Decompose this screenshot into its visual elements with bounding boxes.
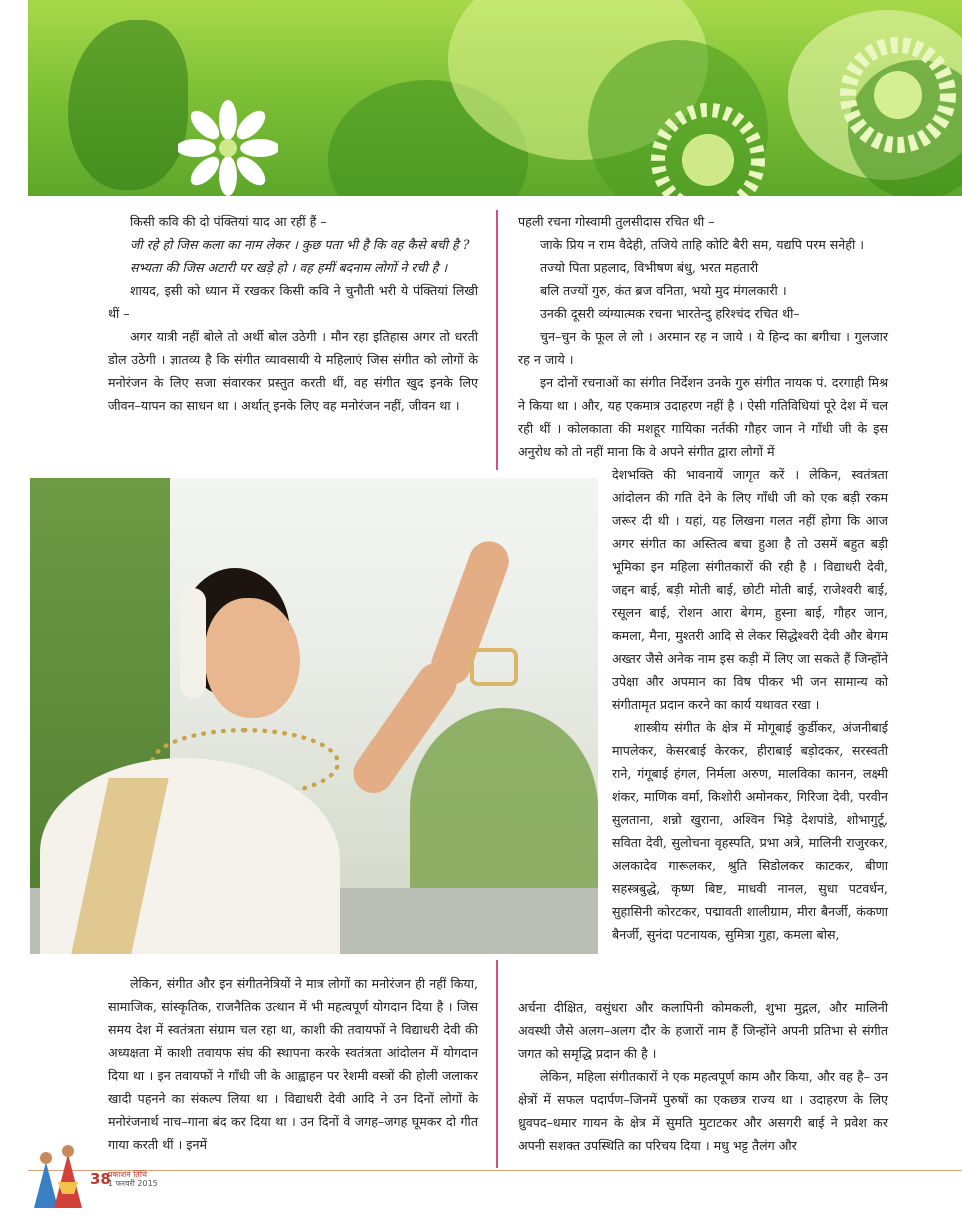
footer-rule	[28, 1170, 962, 1171]
dancer-photo	[30, 478, 598, 954]
right-column-top	[518, 210, 888, 463]
column-divider	[496, 210, 498, 470]
verse-line: बलि तज्यों गुरु, कंत ब्रज वनिता, भयो मुद मंगलकारी ।	[540, 283, 787, 298]
paragraph: शायद, इसी को ध्यान में रखकर किसी कवि ने चुनौती भरी ये पंक्तियां लिखी थीं –	[108, 283, 478, 321]
left-column-bottom	[108, 972, 478, 1156]
column-divider	[496, 960, 498, 1168]
white-flower-icon	[178, 100, 278, 196]
pale-sun-flower-icon	[648, 90, 768, 196]
magazine-name: प्रकाशन तिथि	[108, 1170, 148, 1179]
verse-line: जाके प्रिय न राम वैदेही, तजिये ताहि कोटि बैरी सम, यद्यपि परम सनेही ।	[540, 237, 865, 252]
paragraph: चुन–चुन के फूल ले लो । अरमान रह न जाये । ये हिन्द का बगीचा । गुलजार रह न जाये ।	[518, 329, 888, 367]
folk-women-logo-icon	[28, 1142, 88, 1208]
page-number: 38	[90, 1170, 111, 1188]
right-column-middle	[612, 463, 888, 946]
issue-date: 1 फरवरी 2015	[108, 1179, 158, 1188]
header-banner	[28, 0, 962, 196]
paragraph: लेकिन, संगीत और इन संगीतनेत्रियों ने मात्र लोगों का मनोरंजन ही नहीं किया, सामाजिक, सांस्कृतिक, राजनैतिक उत्थान में भी महत्वपूर्ण योगदान दिया है । जिस समय देश में स्वतंत्रता संग्राम चल रहा था, काशी की तवायफों ने विद्याधरी देवी की अध्यक्षता में काशी तवायफ संघ की स्थापना करके स्वतंत्रता आंदोलन में योगदान दिया था । इन तवायफों ने गाँधी जी के आह्वाहन पर रेशमी वस्त्रों की होली जलाकर खादी पहनने का संकल्प लिया था । विद्याधरी देवी आदि ने उन दिनों लोगों के मनोरंजनार्थ नाच–गाना बंद कर दिया था । उन दिनों वे जगह–जगह घूमकर दो गीत गाया करती थीं । इनमें	[108, 976, 478, 1152]
paragraph: किसी कवि की दो पंक्तियां याद आ रहीं हैं –	[130, 214, 327, 229]
verse-line: जी रहे हो जिस कला का नाम लेकर । कुछ पता भी है कि वह कैसे बची है ?	[130, 237, 470, 252]
magazine-label	[108, 1170, 158, 1188]
pale-sun-flower-icon	[838, 30, 958, 160]
paragraph: अर्चना दीक्षित, वसुंधरा और कलापिनी कोमकली, शुभा मुद्गल, और मालिनी अवस्थी जैसे अलग–अलग दौर के हजारों नाम हैं जिन्होंने अपनी प्रतिभा से संगीत जगत को समृद्धि प्रदान की है ।	[518, 1000, 888, 1061]
paragraph: देशभक्ति की भावनायें जागृत करें । लेकिन, स्वतंत्रता आंदोलन की गति देने के लिए गाँधी जी को एक बड़ी रकम जरूर दी थी । यहां, यह लिखना गलत नहीं होगा कि आज अगर संगीत का अस्तित्व बचा हुआ है तो उसमें बहुत बड़ी भूमिका इन महिला संगीतकारों की रही है । विद्याधरी देवी, जद्दन बाई, बड़ी मोती बाई, छोटी मोती बाई, राजेश्वरी बाई, रसूलन बाई, रोशन आरा बेगम, हुस्ना बाई, गौहर जान, कमला, मैना, मुश्तरी आदि से लेकर सिद्धेश्वरी देवी और बेगम अख्तर जैसे अनेक नाम इस कड़ी में लिए जा सकते हैं जिन्होंने उपेक्षा और अपमान का विष पीकर भी जन सामान्य को संगीतामृत प्रदान करने का कार्य यथावत रखा ।	[612, 467, 888, 712]
left-column-top	[108, 210, 478, 417]
paragraph: पहली रचना गोस्वामी तुलसीदास रचित थी –	[518, 214, 715, 229]
paragraph: इन दोनों रचनाओं का संगीत निर्देशन उनके गुरु संगीत नायक पं. दरगाही मिश्र ने किया था । और, यह एकमात्र उदाहरण नहीं है । ऐसी गतिविधियां पूरे देश में चल रही थीं । कोलकाता की मशहूर गायिका नर्तकी गौहर जान ने गाँधी जी के इस अनुरोध को तो नहीं माना कि वे अपने संगीत द्वारा लोगों में	[518, 375, 888, 459]
paragraph: लेकिन, महिला संगीतकारों ने एक महत्वपूर्ण काम और किया, और वह है– उन क्षेत्रों में सफल पदार्पण–जिनमें पुरुषों का एकछत्र राज्य था । उदाहरण के लिए ध्रुवपद–धमार गायन के क्षेत्र में सुमति मुटाटकर और असगरी बाई ने प्रवेश कर अपनी सशक्त उपस्थिति का परिचय दिया । मधु भट्ट तैलंग और	[518, 1069, 888, 1153]
verse-line: तज्यो पिता प्रहलाद, विभीषण बंधु, भरत महतारी	[540, 260, 759, 275]
right-column-bottom	[518, 996, 888, 1157]
paragraph: अगर यात्री नहीं बोले तो अर्थी बोल उठेगी । मौन रहा इतिहास अगर तो धरती डोल उठेगी । ज्ञातव्य है कि संगीत व्यावसायी ये महिलाएं जिस संगीत को लोगों के मनोरंजन के लिए सजा संवारकर प्रस्तुत करती थीं, वह संगीत खुद इनके लिए जीवन–यापन का साधन था । अर्थात् इनके लिए वह मनोरंजन नहीं, जीवन था ।	[108, 329, 478, 413]
paragraph: शास्त्रीय संगीत के क्षेत्र में मोगूबाई कुर्डीकर, अंजनीबाई मापलेकर, केसरबाई केरकर, हीराबाई बड़ोदकर, सरस्वती राने, गंगूबाई हंगल, निर्मला अरुण, मालविका कानन, लक्ष्मी शंकर, माणिक वर्मा, किशोरी अमोनकर, गिरिजा देवी, परवीन सुलताना, शन्नो खुराना, अश्विन भिड़े देशपांडे, शोभागुर्टू, सविता देवी, सुलोचना वृहस्पति, प्रभा अत्रे, मालिनी राजुरकर, अलकादेव गारूलकर, श्रुति सिडोलकर काटकर, बीणा सहस्त्रबुद्धे, कृष्ण बिष्ट, माधवी नानल, सुधा पटवर्धन, सुहासिनी कोरटकर, पद्मावती शालीग्राम, मीरा बैनर्जी, कंकणा बैनर्जी, सुनंदा पटनायक, सुमित्रा गुहा, कमला बोस,	[612, 720, 888, 942]
verse-line: सभ्यता की जिस अटारी पर खड़े हो । वह हमीं बदनाम लोगों ने रची है ।	[130, 260, 448, 275]
paragraph: उनकी दूसरी व्यंग्यात्मक रचना भारतेन्दु हरिश्चंद रचित थी–	[540, 306, 800, 321]
